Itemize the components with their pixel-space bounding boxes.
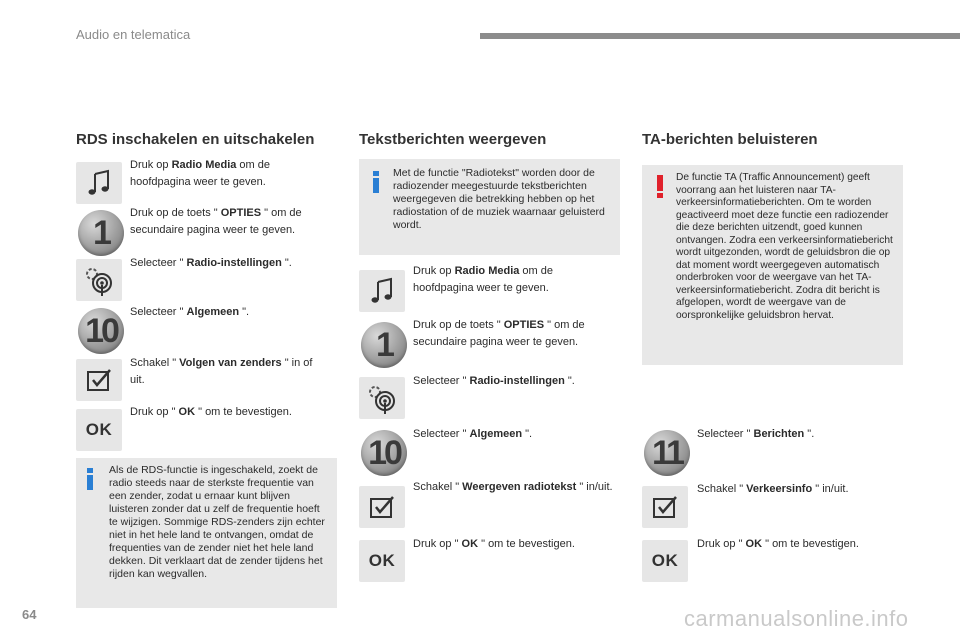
checkbox-edit-icon [359,486,405,528]
rds-step-6: Druk op " OK " om te bevestigen. [130,406,292,418]
ok-icon: OK [76,409,122,451]
text-info-box [359,159,620,255]
checkbox-edit-icon [642,486,688,528]
watermark: carmanualsonline.info [684,606,909,631]
badge-1: 1 [76,210,126,256]
ta-step-2: Schakel " Verkeersinfo " in/uit. [697,483,849,495]
text-step-6: Druk op " OK " om te bevestigen. [413,538,575,550]
text-step-2: Druk op de toets " OPTIES " om de secundaire pagina weer te geven. [413,319,585,348]
rds-info-text: Als de RDS-functie is ingeschakeld, zoekt de radio steeds naar de sterkste frequentie van een zender, zodat u ernaar kunt blijven luisteren zonder dat u zelf de frequentie hoeft te wijzigen. Sommige RDS-zenders zijn echter niet in het hele land te ontvangen, omdat de frequenties van de zender niet het hele land dekken. Dit verklaart dat de zender tijdens het rijden kan wegvallen. [109,464,325,580]
ta-title: TA-berichten beluisteren [642,131,818,148]
ta-warning-text: De functie TA (Traffic Announcement) geeft voorrang aan het luisteren naar TA-verkeersinformatieberichten. Om te worden geactiveerd moet deze functie een radiozender die deze berichten uitzendt, goed kunnen ontvangen. Zodra een verkeersinformatiebericht wordt uitgezonden, wordt de geluidsbron die op dat moment wordt weergegeven automatisch onderbroken voor de weergave van het TA-verkeersinformatiebericht. Zodra dit bericht is afgelopen, wordt de weergave van de oorspronkelijke geluidsbron hervat. [676,172,893,321]
rds-step-2: Druk op de toets " OPTIES " om de secundaire pagina weer te geven. [130,207,302,236]
text-info-text: Met de functie "Radiotekst" worden door de radiozender meegestuurde tekstberichten weergegeven die betrekking hebben op het radiostation of de muziek waarnaar geluisterd wordt. [393,167,605,231]
ta-warning-box [642,165,903,365]
page-number: 64 [22,607,37,622]
badge-10: 10 [76,308,126,354]
text-title: Tekstberichten weergeven [359,131,547,148]
info-icon [87,468,93,490]
rds-title: RDS inschakelen en uitschakelen [76,131,315,148]
checkbox-edit-icon [76,359,122,401]
badge-1: 1 [359,322,409,368]
rds-step-4: Selecteer " Algemeen ". [130,306,250,318]
text-step-1: Druk op Radio Media om de hoofdpagina weer te geven. [413,265,554,294]
text-step-4: Selecteer " Algemeen ". [413,428,533,440]
text-step-5: Schakel " Weergeven radiotekst " in/uit. [413,481,613,493]
warning-icon [657,175,663,199]
rds-step-1: Druk op Radio Media om de hoofdpagina weer te geven. [130,159,271,188]
music-note-icon [76,162,122,204]
info-icon [373,171,379,193]
radio-settings-icon [359,377,405,419]
badge-10: 10 [359,430,409,476]
header-title: Audio en telematica [76,27,191,42]
ta-step-3: Druk op " OK " om te bevestigen. [697,538,859,550]
text-step-3: Selecteer " Radio-instellingen ". [413,375,575,387]
music-note-icon [359,270,405,312]
header-bar [480,33,960,39]
ok-icon: OK [642,540,688,582]
ok-icon: OK [359,540,405,582]
radio-settings-icon [76,259,122,301]
rds-info-box [76,458,337,608]
rds-step-5: Schakel " Volgen van zenders " in of uit. [130,357,313,386]
rds-step-3: Selecteer " Radio-instellingen ". [130,257,292,269]
badge-11: 11 [642,430,692,476]
ta-step-1: Selecteer " Berichten ". [697,428,815,440]
